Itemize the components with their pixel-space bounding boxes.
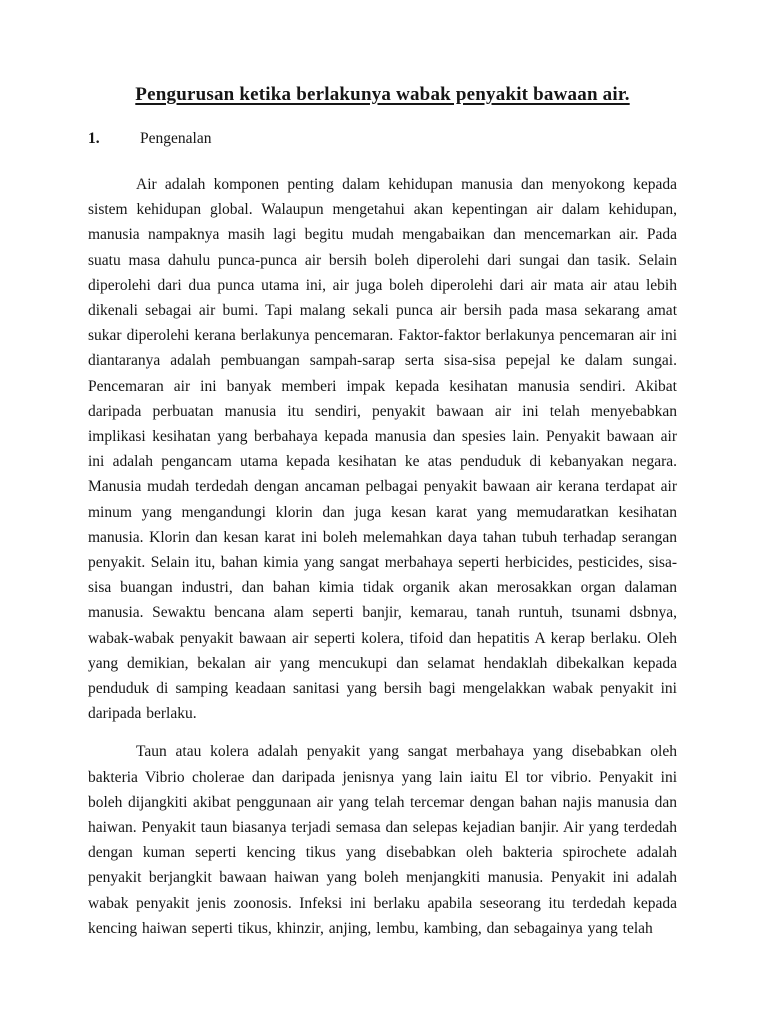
document-title: Pengurusan ketika berlakunya wabak penyakit bawaan air. [135, 84, 630, 105]
section-number: 1. [88, 130, 100, 147]
document-content [88, 84, 677, 954]
section-heading [88, 129, 677, 149]
paragraph-cholera: Taun atau kolera adalah penyakit yang sangat merbahaya yang disebabkan oleh bakteria Vibrio cholerae dan daripada jenisnya yang lain iaitu El tor vibrio. Penyakit ini boleh dijangkiti akibat penggunaan air yang telah tercemar dengan bahan najis manusia dan haiwan. Penyakit taun biasanya terjadi semasa dan selepas kejadian banjir. Air yang terdedah dengan kuman seperti kencing tikus yang disebabkan oleh bakteria spirochete adalah penyakit berjangkit bawaan haiwan yang boleh menjangkiti manusia. Penyakit ini adalah wabak penyakit jenis zoonosis. Infeksi ini berlaku apabila seseorang itu terdedah kepada kencing haiwan seperti tikus, khinzir, anjing, lembu, kambing, dan sebagainya yang telah [88, 743, 677, 937]
paragraph-introduction: Air adalah komponen penting dalam kehidupan manusia dan menyokong kepada sistem kehidupan global. Walaupun mengetahui akan kepentingan air dalam kehidupan, manusia nampaknya masih lagi begitu mudah mengabaikan dan mencemarkan air. Pada suatu masa dahulu punca-punca air bersih boleh diperolehi dari sungai dan tasik. Selain diperolehi dari dua punca utama ini, air juga boleh diperolehi dari air mata air atau lebih dikenali sebagai air bumi. Tapi malang sekali punca air bersih pada masa sekarang amat sukar diperolehi kerana berlakunya pencemaran. Faktor-faktor berlakunya pencemaran air ini diantaranya adalah pembuangan sampah-sarap serta sisa-sisa pepejal ke dalam sungai. Pencemaran air ini banyak memberi impak kepada kesihatan manusia sendiri. Akibat daripada perbuatan manusia itu sendiri, penyakit bawaan air ini telah menyebabkan implikasi kesihatan yang berbahaya kepada manusia dan spesies lain. Penyakit bawaan air ini adalah pengancam utama kepada kesihatan ke atas penduduk di kebanyakan negara. Manusia mudah terdedah dengan ancaman pelbagai penyakit bawaan air kerana terdapat air minum yang mengandungi klorin dan juga kesan karat yang memudaratkan kesihatan manusia. Klorin dan kesan karat ini boleh melemahkan daya tahan tubuh terhadap serangan penyakit. Selain itu, bahan kimia yang sangat merbahaya seperti herbicides, pesticides, sisa-sisa buangan industri, dan bahan kimia tidak organik akan merosakkan organ dalaman manusia. Sewaktu bencana alam seperti banjir, kemarau, tanah runtuh, tsunami dsbnya, wabak-wabak penyakit bawaan air seperti kolera, tifoid dan hepatitis A kerap berlaku. Oleh yang demikian, bekalan air yang mencukupi dan selamat hendaklah dibekalkan kepada penduduk di samping keadaan sanitasi yang bersih bagi mengelakkan wabak penyakit ini daripada berlaku. [88, 176, 677, 723]
section-label: Pengenalan [140, 130, 212, 147]
